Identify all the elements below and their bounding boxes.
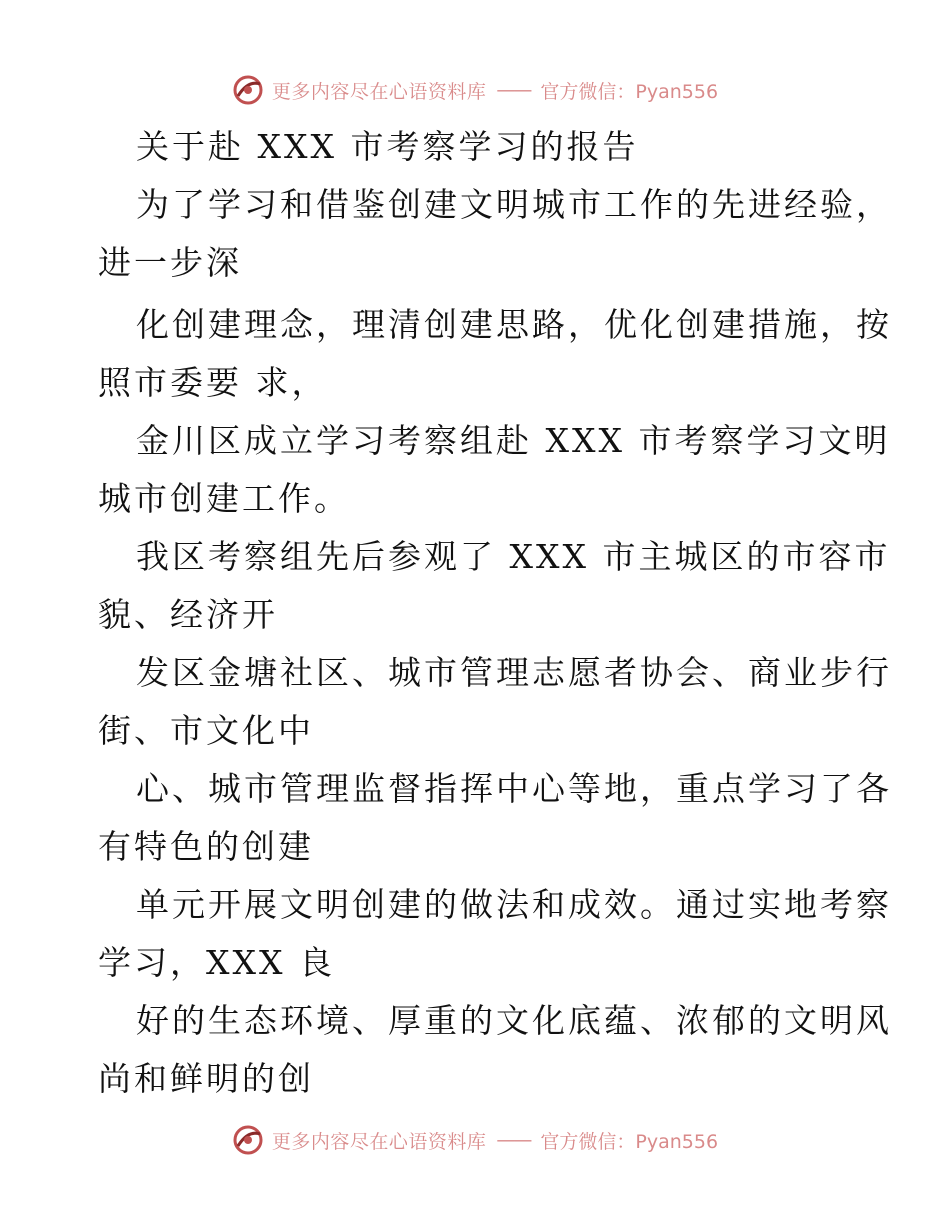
text-line: 进一步深 [98, 243, 242, 282]
watermark-dash: —— [496, 79, 531, 101]
text-line: 尚和鲜明的创 [98, 1059, 314, 1098]
text-line: 好的生态环境、厚重的文化底蕴、浓郁的文明风 [136, 1001, 892, 1040]
text-line: 街、市文化中 [98, 711, 314, 750]
text-line: 有特色的创建 [98, 827, 314, 866]
watermark-footer [0, 1120, 950, 1160]
brand-logo-icon [232, 1124, 264, 1156]
brand-logo-icon [232, 74, 264, 106]
watermark-wechat-text: 官方微信：Pyan556 [540, 1130, 719, 1153]
document-title: 关于赴 XXX 市考察学习的报告 [136, 127, 639, 166]
text-line: 心、城市管理监督指挥中心等地，重点学习了各 [136, 769, 892, 808]
text-line: 学习，XXX 良 [98, 943, 335, 982]
watermark-wechat-text: 官方微信：Pyan556 [540, 80, 719, 103]
text-line: 化创建理念，理清创建思路，优化创建措施，按 [136, 305, 892, 344]
text-line: 发区金塘社区、城市管理志愿者协会、商业步行 [136, 653, 892, 692]
text-line: 为了学习和借鉴创建文明城市工作的先进经验， [136, 185, 892, 224]
watermark-brand-text: 更多内容尽在心语资料库 [271, 1130, 487, 1153]
watermark-header [0, 70, 950, 110]
text-line: 照市委要 求， [98, 363, 328, 402]
text-line: 貌、经济开 [98, 595, 278, 634]
text-line: 单元开展文明创建的做法和成效。通过实地考察 [136, 885, 892, 924]
text-line: 金川区成立学习考察组赴 XXX 市考察学习文明 [136, 421, 891, 460]
text-line: 我区考察组先后参观了 XXX 市主城区的市容市 [136, 537, 891, 576]
watermark-dash: —— [496, 1129, 531, 1151]
watermark-brand-text: 更多内容尽在心语资料库 [271, 80, 487, 103]
text-line: 城市创建工作。 [98, 479, 350, 518]
